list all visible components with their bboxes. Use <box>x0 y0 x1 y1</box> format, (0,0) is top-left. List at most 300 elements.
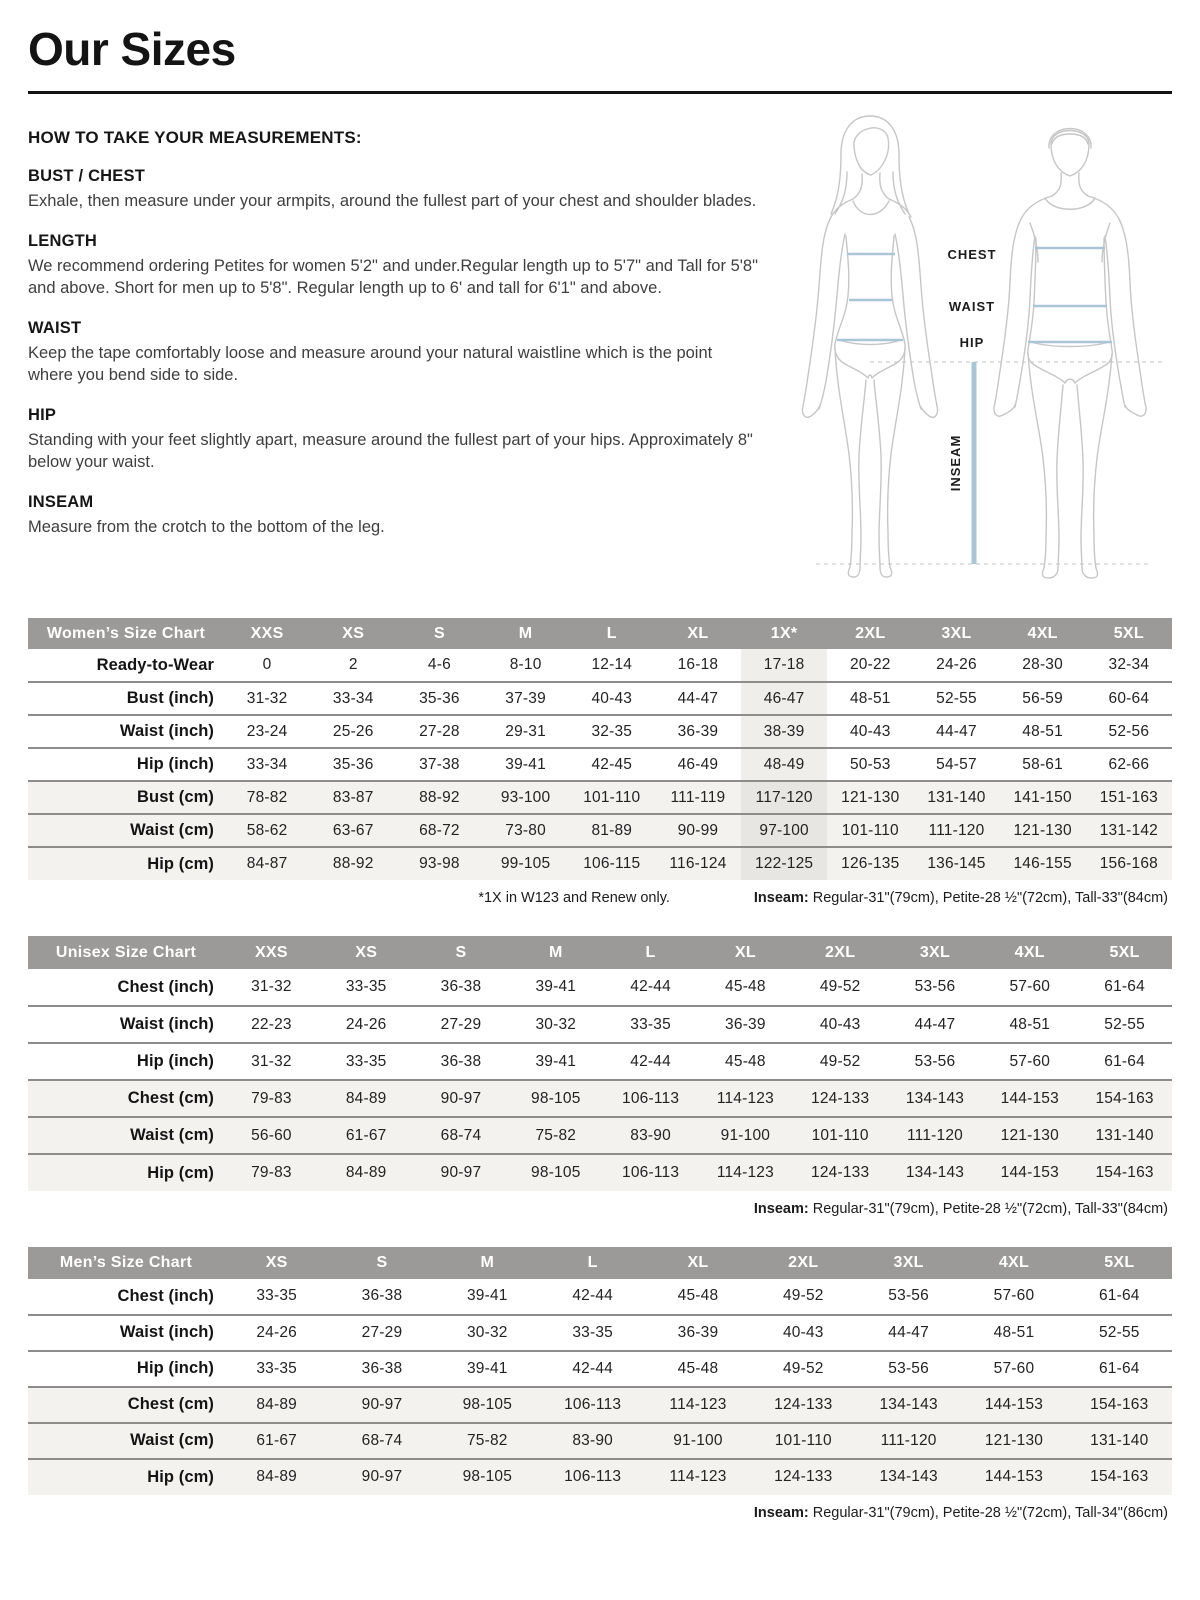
size-value-cell: 27-29 <box>361 1323 403 1341</box>
table-row <box>28 649 1172 682</box>
size-column-header: 4XL <box>1000 618 1086 649</box>
row-label: Hip (cm) <box>28 1154 224 1191</box>
table-row <box>28 814 1172 847</box>
size-value-cell: 38-39 <box>741 715 827 748</box>
size-value-cell: 37-38 <box>419 755 460 773</box>
size-value-cell: 20-22 <box>849 656 891 674</box>
size-column-header: XS <box>310 618 396 649</box>
page-title: Our Sizes <box>28 23 236 75</box>
table-row <box>28 1459 1172 1495</box>
table-row <box>28 1117 1172 1154</box>
size-value-cell: 134-143 <box>888 1154 983 1191</box>
size-value-cell: 42-44 <box>572 1359 613 1377</box>
size-value-cell: 111-119 <box>655 781 741 814</box>
section-heading-bust-chest: BUST / CHEST <box>28 167 145 186</box>
size-value-cell: 49-52 <box>782 1287 824 1305</box>
size-value-cell: 36-38 <box>361 1359 403 1377</box>
chart-title: Unisex Size Chart <box>28 936 224 969</box>
size-value-cell: 111-120 <box>888 1117 983 1154</box>
table-row <box>28 1387 1172 1423</box>
size-column-header: 2XL <box>751 1247 856 1279</box>
size-value-cell: 90-97 <box>329 1459 434 1495</box>
measurement-diagram <box>788 108 1172 582</box>
size-value-cell: 106-113 <box>540 1459 645 1495</box>
size-value-cell: 83-87 <box>310 781 396 814</box>
waist-label: WAIST <box>948 299 996 315</box>
size-value-cell: 83-90 <box>603 1117 698 1154</box>
size-value-cell: 28-30 <box>1022 656 1063 674</box>
size-value-cell: 36-39 <box>677 1323 719 1341</box>
size-value-cell: 30-32 <box>466 1323 508 1341</box>
size-column-header: M <box>508 936 603 969</box>
size-column-header: XL <box>698 936 793 969</box>
size-value-cell: 22-23 <box>251 1015 292 1033</box>
size-value-cell: 53-56 <box>914 978 956 996</box>
size-column-header: 5XL <box>1086 618 1172 649</box>
size-value-cell: 79-83 <box>224 1080 319 1117</box>
how-to-heading: HOW TO TAKE YOUR MEASUREMENTS: <box>28 128 362 148</box>
row-label: Waist (cm) <box>28 1117 224 1154</box>
size-column-header: S <box>329 1247 434 1279</box>
size-value-cell: 40-43 <box>819 1015 861 1033</box>
row-label: Ready-to-Wear <box>96 655 214 674</box>
section-heading-hip: HIP <box>28 405 57 424</box>
hip-label: HIP <box>959 335 985 351</box>
size-column-header: 4XL <box>982 936 1077 969</box>
size-value-cell: 97-100 <box>741 814 827 847</box>
size-value-cell: 101-110 <box>751 1423 856 1459</box>
size-value-cell: 23-24 <box>246 722 288 740</box>
size-value-cell: 106-113 <box>603 1080 698 1117</box>
size-value-cell: 121-130 <box>1000 814 1086 847</box>
size-value-cell: 131-140 <box>1067 1423 1172 1459</box>
size-value-cell: 12-14 <box>591 656 633 674</box>
size-value-cell: 114-123 <box>645 1459 750 1495</box>
measurement-instructions <box>28 108 760 582</box>
footnote-inseam <box>754 1504 1168 1523</box>
row-label: Hip (cm) <box>28 1459 224 1495</box>
row-label: Bust (inch) <box>126 689 214 708</box>
footnote-inseam-label: Inseam: <box>753 1504 809 1521</box>
size-column-header: XS <box>224 1247 329 1279</box>
mens-size-chart-block <box>28 1247 1172 1523</box>
size-value-cell: 32-35 <box>591 722 633 740</box>
size-value-cell: 111-120 <box>856 1423 961 1459</box>
size-value-cell: 63-67 <box>310 814 396 847</box>
table-row <box>28 1154 1172 1191</box>
size-value-cell: 39-41 <box>505 755 546 773</box>
section-body-bust-chest: Exhale, then measure under your armpits, around the fullest part of your chest and shoulder blades. <box>28 192 757 211</box>
header-row <box>28 1247 1172 1279</box>
size-value-cell: 156-168 <box>1086 847 1172 880</box>
size-value-cell: 40-43 <box>591 689 633 707</box>
size-value-cell: 56-59 <box>1022 689 1063 707</box>
size-value-cell: 121-130 <box>827 781 913 814</box>
size-value-cell: 42-44 <box>572 1287 613 1305</box>
size-value-cell: 52-55 <box>936 689 977 707</box>
size-column-header: 3XL <box>888 936 983 969</box>
size-value-cell: 61-64 <box>1098 1287 1140 1305</box>
table-row <box>28 781 1172 814</box>
size-charts <box>28 618 1172 1523</box>
row-label: Waist (inch) <box>119 1323 214 1342</box>
size-column-header: L <box>603 936 698 969</box>
size-column-header: M <box>435 1247 540 1279</box>
size-value-cell: 144-153 <box>982 1154 1077 1191</box>
size-value-cell: 84-89 <box>319 1154 414 1191</box>
size-value-cell: 33-35 <box>630 1015 671 1033</box>
size-value-cell: 45-48 <box>725 1052 766 1070</box>
size-value-cell: 79-83 <box>224 1154 319 1191</box>
size-value-cell: 111-120 <box>913 814 999 847</box>
row-label: Chest (inch) <box>117 977 214 996</box>
size-value-cell: 24-26 <box>936 656 977 674</box>
size-value-cell: 36-39 <box>725 1015 766 1033</box>
size-value-cell: 134-143 <box>856 1459 961 1495</box>
size-value-cell: 39-41 <box>535 1052 577 1070</box>
row-label: Hip (inch) <box>136 1359 214 1378</box>
size-value-cell: 98-105 <box>435 1387 540 1423</box>
size-value-cell: 75-82 <box>508 1117 603 1154</box>
size-column-header: 4XL <box>961 1247 1066 1279</box>
size-value-cell: 50-53 <box>849 755 891 773</box>
size-value-cell: 68-74 <box>414 1117 509 1154</box>
size-value-cell: 75-82 <box>435 1423 540 1459</box>
size-column-header: 5XL <box>1077 936 1172 969</box>
size-column-header: 3XL <box>913 618 999 649</box>
inseam-label: INSEAM <box>948 434 963 492</box>
size-value-cell: 33-34 <box>332 689 374 707</box>
size-value-cell: 124-133 <box>793 1080 888 1117</box>
table-row <box>28 1006 1172 1043</box>
size-value-cell: 83-90 <box>540 1423 645 1459</box>
size-value-cell: 29-31 <box>505 722 546 740</box>
footnote-inseam <box>754 889 1168 908</box>
chest-label: CHEST <box>947 247 997 263</box>
row-label: Waist (cm) <box>28 814 224 847</box>
size-value-cell: 36-38 <box>440 1052 482 1070</box>
size-value-cell: 4-6 <box>427 656 451 674</box>
size-value-cell: 84-89 <box>224 1459 329 1495</box>
size-value-cell: 58-62 <box>224 814 310 847</box>
size-column-header: XL <box>645 1247 750 1279</box>
size-column-header: XXS <box>224 618 310 649</box>
size-value-cell: 44-47 <box>677 689 719 707</box>
table-row <box>28 1351 1172 1387</box>
size-value-cell: 117-120 <box>741 781 827 814</box>
table-row <box>28 748 1172 781</box>
chart-title: Women’s Size Chart <box>28 618 224 649</box>
size-value-cell: 33-35 <box>256 1287 297 1305</box>
size-value-cell: 84-87 <box>224 847 310 880</box>
size-value-cell: 53-56 <box>888 1287 929 1305</box>
size-value-cell: 154-163 <box>1077 1080 1172 1117</box>
size-value-cell: 98-105 <box>508 1154 603 1191</box>
size-value-cell: 93-100 <box>483 781 569 814</box>
size-value-cell: 84-89 <box>319 1080 414 1117</box>
size-value-cell: 122-125 <box>741 847 827 880</box>
size-value-cell: 44-47 <box>888 1323 929 1341</box>
size-value-cell: 30-32 <box>535 1015 577 1033</box>
size-value-cell: 114-123 <box>645 1387 750 1423</box>
size-value-cell: 134-143 <box>888 1080 983 1117</box>
size-value-cell: 39-41 <box>466 1287 508 1305</box>
size-value-cell: 31-32 <box>251 1052 292 1070</box>
row-label: Chest (inch) <box>117 1286 214 1305</box>
size-value-cell: 81-89 <box>569 814 655 847</box>
size-column-header: S <box>396 618 482 649</box>
size-value-cell: 98-105 <box>508 1080 603 1117</box>
size-value-cell: 61-64 <box>1104 1052 1145 1070</box>
footnote-inseam-label: Inseam: <box>753 890 809 907</box>
size-value-cell: 53-56 <box>888 1359 929 1377</box>
size-value-cell: 101-110 <box>793 1117 888 1154</box>
footnote-inseam-text: Regular-31"(79cm), Petite-28 ½"(72cm), Tall-33"(84cm) <box>808 890 1168 907</box>
womens-size-chart-block <box>28 618 1172 908</box>
table-row <box>28 847 1172 880</box>
row-label: Hip (cm) <box>28 847 224 880</box>
size-value-cell: 56-60 <box>224 1117 319 1154</box>
size-value-cell: 61-67 <box>319 1117 414 1154</box>
size-value-cell: 16-18 <box>677 656 719 674</box>
section-heading-inseam: INSEAM <box>28 492 94 511</box>
size-value-cell: 48-51 <box>993 1323 1035 1341</box>
size-value-cell: 93-98 <box>396 847 482 880</box>
size-value-cell: 48-49 <box>741 748 827 781</box>
row-label: Waist (inch) <box>119 1015 214 1034</box>
row-label: Waist (cm) <box>28 1423 224 1459</box>
size-value-cell: 37-39 <box>505 689 546 707</box>
size-value-cell: 35-36 <box>419 689 460 707</box>
size-value-cell: 52-56 <box>1108 722 1150 740</box>
male-figure-outline <box>994 129 1146 579</box>
size-value-cell: 35-36 <box>332 755 374 773</box>
size-value-cell: 68-72 <box>396 814 482 847</box>
size-value-cell: 31-32 <box>251 978 292 996</box>
table-footnote <box>28 889 1172 908</box>
size-value-cell: 154-163 <box>1067 1387 1172 1423</box>
size-value-cell: 52-55 <box>1104 1015 1145 1033</box>
table-row <box>28 1279 1172 1315</box>
size-value-cell: 144-153 <box>961 1387 1066 1423</box>
size-value-cell: 42-44 <box>630 978 671 996</box>
size-value-cell: 33-35 <box>345 978 387 996</box>
size-value-cell: 32-34 <box>1108 656 1150 674</box>
size-value-cell: 36-38 <box>440 978 482 996</box>
size-column-header: 5XL <box>1067 1247 1172 1279</box>
size-value-cell: 151-163 <box>1086 781 1172 814</box>
size-column-header: XXS <box>224 936 319 969</box>
section-body-waist: Keep the tape comfortably loose and measure around your natural waistline which is the point where you bend side to side. <box>28 344 713 384</box>
size-value-cell: 25-26 <box>332 722 374 740</box>
measurement-figures-svg <box>788 110 1172 580</box>
size-value-cell: 45-48 <box>677 1287 719 1305</box>
size-value-cell: 106-113 <box>540 1387 645 1423</box>
title-divider <box>28 91 1172 94</box>
size-value-cell: 60-64 <box>1108 689 1150 707</box>
size-value-cell: 49-52 <box>782 1359 824 1377</box>
size-column-header: 3XL <box>856 1247 961 1279</box>
size-value-cell: 99-105 <box>483 847 569 880</box>
size-value-cell: 57-60 <box>1009 978 1051 996</box>
size-value-cell: 84-89 <box>224 1387 329 1423</box>
size-value-cell: 57-60 <box>1009 1052 1051 1070</box>
size-value-cell: 57-60 <box>993 1359 1035 1377</box>
size-value-cell: 48-51 <box>1009 1015 1051 1033</box>
size-value-cell: 49-52 <box>819 1052 861 1070</box>
header-row <box>28 936 1172 969</box>
size-value-cell: 154-163 <box>1067 1459 1172 1495</box>
size-value-cell: 88-92 <box>396 781 482 814</box>
size-value-cell: 49-52 <box>819 978 861 996</box>
table-footnote <box>28 1200 1172 1219</box>
size-value-cell: 46-49 <box>677 755 719 773</box>
unisex-size-chart-table <box>28 936 1172 1191</box>
mens-size-chart-table <box>28 1247 1172 1495</box>
size-column-header: XS <box>319 936 414 969</box>
table-row <box>28 1080 1172 1117</box>
table-row <box>28 1315 1172 1351</box>
size-value-cell: 126-135 <box>827 847 913 880</box>
measurement-guide-row <box>28 108 1172 582</box>
size-value-cell: 33-35 <box>572 1323 613 1341</box>
size-value-cell: 2 <box>348 656 358 674</box>
size-value-cell: 24-26 <box>345 1015 387 1033</box>
size-value-cell: 124-133 <box>751 1459 856 1495</box>
section-body-length: We recommend ordering Petites for women 5'2" and under.Regular length up to 5'7" and Tall for 5'8" and above. Short for men up to 5'8". Regular length up to 6' and tall for 6'1" and above. <box>28 257 758 298</box>
size-value-cell: 44-47 <box>914 1015 956 1033</box>
size-value-cell: 40-43 <box>782 1323 824 1341</box>
size-value-cell: 45-48 <box>725 978 766 996</box>
row-label: Chest (cm) <box>28 1080 224 1117</box>
size-value-cell: 24-26 <box>256 1323 297 1341</box>
row-label: Hip (inch) <box>136 755 214 774</box>
size-value-cell: 8-10 <box>509 656 542 674</box>
female-figure-outline <box>802 116 937 577</box>
size-value-cell: 57-60 <box>993 1287 1035 1305</box>
size-value-cell: 36-39 <box>677 722 719 740</box>
size-value-cell: 33-35 <box>256 1359 297 1377</box>
size-value-cell: 101-110 <box>569 781 655 814</box>
size-value-cell: 61-67 <box>224 1423 329 1459</box>
size-value-cell: 39-41 <box>535 978 577 996</box>
size-value-cell: 40-43 <box>849 722 891 740</box>
womens-size-chart-table <box>28 618 1172 880</box>
size-column-header: L <box>540 1247 645 1279</box>
size-value-cell: 17-18 <box>741 649 827 682</box>
size-value-cell: 52-55 <box>1098 1323 1140 1341</box>
size-value-cell: 46-47 <box>741 682 827 715</box>
size-value-cell: 62-66 <box>1108 755 1150 773</box>
row-label: Waist (inch) <box>119 722 214 741</box>
size-value-cell: 91-100 <box>698 1117 793 1154</box>
table-row <box>28 1423 1172 1459</box>
header-row <box>28 618 1172 649</box>
measurement-lines <box>837 248 1112 564</box>
size-value-cell: 131-142 <box>1086 814 1172 847</box>
size-value-cell: 136-145 <box>913 847 999 880</box>
size-value-cell: 154-163 <box>1077 1154 1172 1191</box>
size-value-cell: 0 <box>262 656 272 674</box>
footnote-inseam-text: Regular-31"(79cm), Petite-28 ½"(72cm), Tall-33"(84cm) <box>808 1201 1168 1218</box>
footnote-inseam <box>754 1200 1168 1219</box>
unisex-size-chart-block <box>28 936 1172 1219</box>
size-value-cell: 61-64 <box>1104 978 1145 996</box>
table-row <box>28 682 1172 715</box>
section-heading-waist: WAIST <box>28 319 82 337</box>
size-column-header: XL <box>655 618 741 649</box>
size-value-cell: 54-57 <box>936 755 977 773</box>
table-row <box>28 1043 1172 1080</box>
size-value-cell: 91-100 <box>645 1423 750 1459</box>
size-value-cell: 114-123 <box>698 1154 793 1191</box>
size-value-cell: 73-80 <box>483 814 569 847</box>
size-value-cell: 121-130 <box>982 1117 1077 1154</box>
size-value-cell: 90-97 <box>414 1080 509 1117</box>
table-row <box>28 969 1172 1006</box>
footnote-note: *1X in W123 and Renew only. <box>478 890 670 907</box>
size-value-cell: 27-29 <box>440 1015 482 1033</box>
size-value-cell: 27-28 <box>419 722 460 740</box>
size-value-cell: 116-124 <box>655 847 741 880</box>
size-value-cell: 36-38 <box>361 1287 403 1305</box>
size-value-cell: 33-34 <box>246 755 288 773</box>
size-value-cell: 90-97 <box>329 1387 434 1423</box>
size-value-cell: 33-35 <box>345 1052 387 1070</box>
size-value-cell: 131-140 <box>913 781 999 814</box>
size-value-cell: 144-153 <box>961 1459 1066 1495</box>
size-value-cell: 98-105 <box>435 1459 540 1495</box>
size-column-header: L <box>569 618 655 649</box>
table-row <box>28 715 1172 748</box>
size-value-cell: 146-155 <box>1000 847 1086 880</box>
size-value-cell: 58-61 <box>1022 755 1063 773</box>
size-value-cell: 42-44 <box>630 1052 671 1070</box>
section-body-hip: Standing with your feet slightly apart, measure around the fullest part of your hips. Approximately 8" below your waist. <box>28 430 753 471</box>
size-value-cell: 45-48 <box>677 1359 719 1377</box>
section-heading-length: LENGTH <box>28 232 98 251</box>
size-value-cell: 48-51 <box>849 689 891 707</box>
size-value-cell: 144-153 <box>982 1080 1077 1117</box>
size-value-cell: 44-47 <box>936 722 977 740</box>
size-value-cell: 124-133 <box>793 1154 888 1191</box>
size-value-cell: 39-41 <box>466 1359 508 1377</box>
size-value-cell: 61-64 <box>1098 1359 1140 1377</box>
section-body-inseam: Measure from the crotch to the bottom of the leg. <box>28 517 385 536</box>
size-value-cell: 53-56 <box>914 1052 956 1070</box>
size-value-cell: 78-82 <box>224 781 310 814</box>
footnote-inseam-text: Regular-31"(79cm), Petite-28 ½"(72cm), Tall-34"(86cm) <box>808 1504 1168 1521</box>
size-column-header: 1X* <box>741 618 827 649</box>
size-column-header: S <box>414 936 509 969</box>
size-value-cell: 134-143 <box>856 1387 961 1423</box>
size-value-cell: 31-32 <box>246 689 288 707</box>
dashed-reference-lines <box>816 362 1162 564</box>
size-value-cell: 141-150 <box>1000 781 1086 814</box>
size-value-cell: 88-92 <box>310 847 396 880</box>
footnote-inseam-label: Inseam: <box>753 1201 809 1218</box>
size-value-cell: 90-99 <box>655 814 741 847</box>
row-label: Chest (cm) <box>28 1387 224 1423</box>
size-value-cell: 101-110 <box>827 814 913 847</box>
size-value-cell: 106-113 <box>603 1154 698 1191</box>
size-column-header: M <box>483 618 569 649</box>
size-column-header: 2XL <box>793 936 888 969</box>
size-value-cell: 48-51 <box>1022 722 1063 740</box>
size-value-cell: 131-140 <box>1077 1117 1172 1154</box>
row-label: Bust (cm) <box>28 781 224 814</box>
size-value-cell: 42-45 <box>591 755 633 773</box>
